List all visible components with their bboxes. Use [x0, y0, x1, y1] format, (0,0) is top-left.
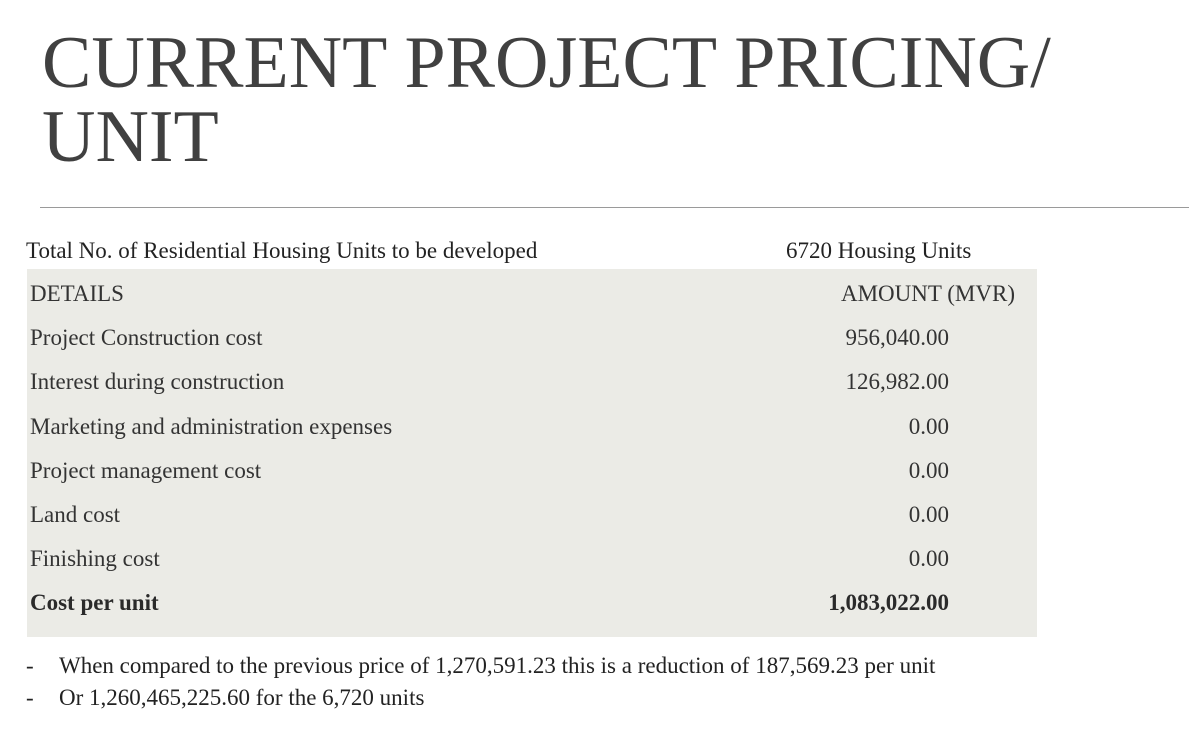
note-text: When compared to the previous price of 1,270,591.23 this is a reduction of 187,569.23 per unit — [59, 653, 936, 678]
row-amount: 0.00 — [908, 458, 949, 483]
list-item — [26, 682, 1176, 714]
list-item — [26, 650, 1176, 682]
note-text: Or 1,260,465,225.60 for the 6,720 units — [59, 685, 425, 710]
notes-list — [26, 650, 1176, 714]
table-row — [27, 360, 1037, 404]
row-amount: 0.00 — [908, 546, 949, 571]
row-label: Land cost — [30, 502, 121, 527]
table-row — [27, 449, 1037, 493]
total-units-label: Total No. of Residential Housing Units to be developed — [26, 238, 538, 263]
pricing-table — [27, 269, 1037, 637]
bullet-dash: - — [26, 685, 34, 710]
total-label: Cost per unit — [30, 590, 159, 615]
title-divider — [40, 207, 1189, 208]
table-row — [27, 493, 1037, 537]
table-row — [27, 405, 1037, 449]
total-units-row — [26, 235, 1036, 267]
row-label: Marketing and administration expenses — [30, 414, 393, 439]
page-title — [42, 22, 1172, 178]
header-details: DETAILS — [30, 281, 124, 306]
table-total-row — [27, 581, 1037, 625]
row-amount: 956,040.00 — [845, 325, 949, 350]
row-amount: 0.00 — [908, 414, 949, 439]
page-title-line-2: UNIT — [42, 96, 219, 178]
row-label: Project management cost — [30, 458, 262, 483]
bullet-dash: - — [26, 653, 34, 678]
header-amount: AMOUNT (MVR) — [841, 281, 1015, 306]
row-amount: 0.00 — [908, 502, 949, 527]
row-amount: 126,982.00 — [845, 369, 949, 394]
row-label: Interest during construction — [30, 369, 285, 394]
row-label: Project Construction cost — [30, 325, 263, 350]
table-row — [27, 537, 1037, 581]
row-label: Finishing cost — [30, 546, 160, 571]
page-title-line-1: CURRENT PROJECT PRICING/ — [42, 22, 1051, 104]
table-header-row — [27, 272, 1037, 316]
table-row — [27, 316, 1037, 360]
total-amount: 1,083,022.00 — [828, 590, 949, 615]
total-units-value: 6720 Housing Units — [786, 238, 972, 263]
